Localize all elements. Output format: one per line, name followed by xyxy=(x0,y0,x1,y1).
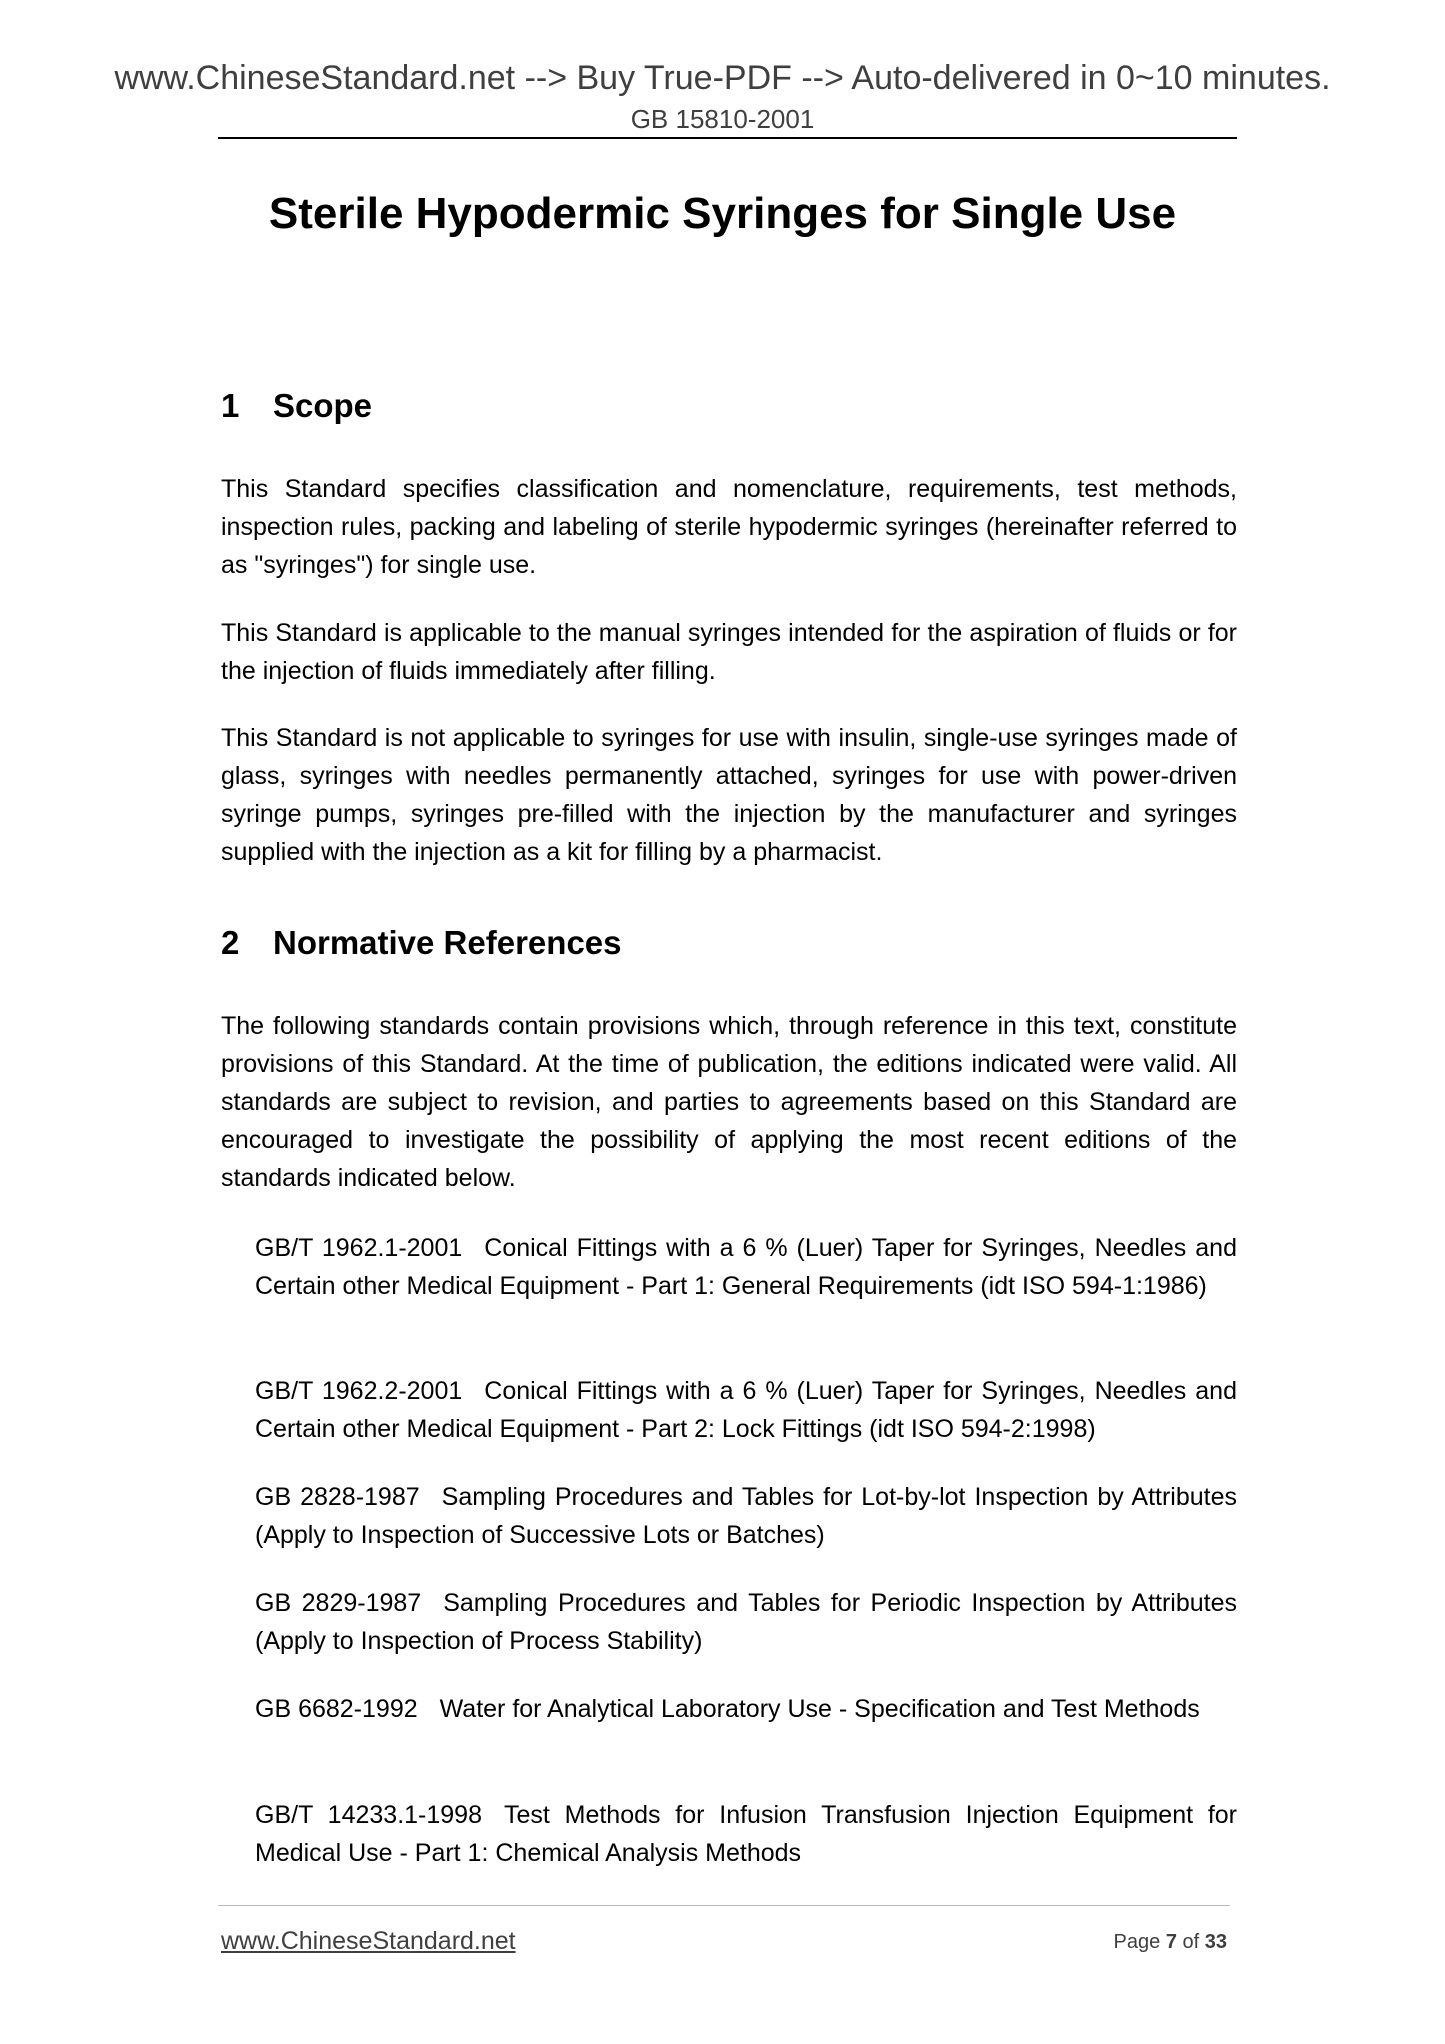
reference-title: Sampling Procedures and Tables for Lot-by-lot Inspection by Attributes (Apply to Inspection of Successive Lots or Batches) xyxy=(255,1483,1238,1549)
paragraph: The following standards contain provisions which, through reference in this text, constitute provisions of this Standard. At the time of publication, the editions indicated were valid. All standards are subject to revision, and parties to agreements based on this Standard are encouraged to investigate the possibility of applying the most recent editions of the standards indicated below. xyxy=(221,1012,1237,1192)
reference-item xyxy=(255,1372,1237,1448)
paragraph: This Standard is applicable to the manual syringes intended for the aspiration of fluids or for the injection of fluids immediately after filling. xyxy=(221,619,1237,685)
paragraph: This Standard is not applicable to syringes for use with insulin, single-use syringes made of glass, syringes with needles permanently attached, syringes for use with power-driven syringe pumps, syringes pre-filled with the injection by the manufacturer and syringes supplied with the injection as a kit for filling by a pharmacist. xyxy=(221,724,1237,866)
section-heading-scope xyxy=(221,386,372,426)
reference-code: GB/T 1962.1-2001 xyxy=(255,1234,463,1262)
reference-title: Conical Fittings with a 6 % (Luer) Taper for Syringes, Needles and Certain other Medical Equipment - Part 2: Lock Fittings (idt ISO 594-2:1998) xyxy=(255,1377,1237,1443)
reference-title: Conical Fittings with a 6 % (Luer) Taper for Syringes, Needles and Certain other Medical Equipment - Part 1: General Requirements (idt ISO 594-1:1986) xyxy=(255,1234,1237,1300)
reference-item xyxy=(255,1584,1237,1660)
section-title: Normative References xyxy=(273,924,622,961)
standard-code: GB 15810-2001 xyxy=(630,104,815,134)
paragraph: This Standard specifies classification and nomenclature, requirements, test methods, inspection rules, packing and labeling of sterile hypodermic syringes (hereinafter referred to as "syringes") for single use. xyxy=(221,475,1237,579)
reference-code: GB 6682-1992 xyxy=(255,1695,418,1723)
reference-title: Sampling Procedures and Tables for Periodic Inspection by Attributes (Apply to Inspection of Process Stability) xyxy=(255,1589,1238,1655)
section-number: 2 xyxy=(221,924,240,961)
reference-code: GB/T 1962.2-2001 xyxy=(255,1377,463,1405)
reference-item xyxy=(255,1478,1237,1554)
reference-code: GB/T 14233.1-1998 xyxy=(255,1801,482,1829)
page-label: Page xyxy=(1113,1931,1161,1953)
header-banner: www.ChineseStandard.net --> Buy True-PDF --> Auto-delivered in 0~10 minutes. xyxy=(114,59,1331,97)
reference-title: Water for Analytical Laboratory Use - Specification and Test Methods xyxy=(439,1695,1200,1723)
reference-item xyxy=(255,1796,1237,1872)
footer-website-link[interactable]: www.ChineseStandard.net xyxy=(221,1927,516,1955)
section-heading-normative-references xyxy=(221,923,622,963)
section-number: 1 xyxy=(221,387,240,424)
page-total: 33 xyxy=(1204,1931,1227,1953)
reference-item xyxy=(255,1690,1237,1728)
document-title: Sterile Hypodermic Syringes for Single Use xyxy=(268,189,1177,238)
reference-code: GB 2829-1987 xyxy=(255,1589,422,1617)
reference-code: GB 2828-1987 xyxy=(255,1483,420,1511)
page-indicator xyxy=(1114,1930,1227,1954)
footer-divider xyxy=(218,1905,1230,1906)
reference-title: Test Methods for Infusion Transfusion Injection Equipment for Medical Use - Part 1: Chemical Analysis Methods xyxy=(255,1801,1238,1867)
section-title: Scope xyxy=(273,387,373,424)
of-label: of xyxy=(1182,1931,1200,1953)
header-divider xyxy=(218,137,1237,139)
reference-item xyxy=(255,1229,1237,1305)
page-number: 7 xyxy=(1165,1931,1177,1953)
